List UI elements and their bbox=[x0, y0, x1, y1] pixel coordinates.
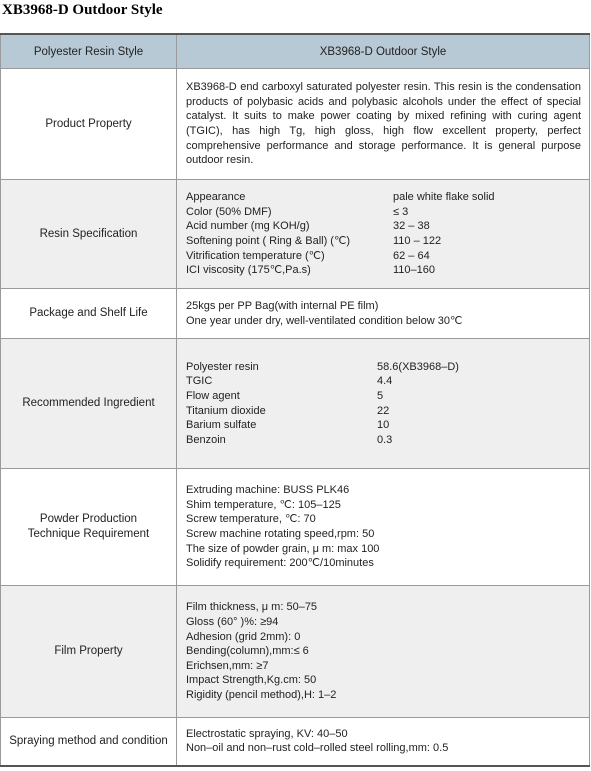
spec-row: Vitrification temperature (℃) 62 – 64 bbox=[186, 249, 430, 262]
product-property-text: XB3968-D end carboxyl saturated polyester resin. This resin is the condensation products of polybasic acids and polybasic alcohols under the effect of special catalyst. It suits to make power coating by mixed refining with curing agent (TGIC), has high Tg, high gloss, high flow excellent property, perfect comprehensive performance and storage performance. It is general purpose outdoor resin. bbox=[177, 69, 590, 180]
powder-production-values: Extruding machine: BUSS PLK46 Shim temperature, ℃: 105–125 Screw temperature, ℃: 70 Screw machine rotating speed,rpm: 50 The size of powder grain, μ m: max 100 Solidify requirement: 200℃/10minutes bbox=[177, 469, 590, 586]
spec-row: Acid number (mg KOH/g) 32 – 38 bbox=[186, 220, 430, 233]
row-resin-specification bbox=[1, 180, 590, 289]
spraying-label: Spraying method and condition bbox=[1, 718, 177, 766]
spec-row: Color (50% DMF) ≤ 3 bbox=[186, 205, 409, 218]
recommended-ingredient-label: Recommended Ingredient bbox=[1, 339, 177, 469]
recommended-ingredient-values bbox=[177, 339, 590, 469]
resin-specification-label: Resin Specification bbox=[1, 180, 177, 289]
spec-row: ICI viscosity (175℃,Pa.s) 110–160 bbox=[186, 264, 436, 277]
film-property-values: Film thickness, μ m: 50–75 Gloss (60° )%: ≥94 Adhesion (grid 2mm): 0 Bending(column),mm:≤ 6 Erichsen,mm: ≥7 Impact Strength,Kg.cm: 50 Rigidity (pencil method),H: 1–2 bbox=[177, 586, 590, 718]
row-recommended-ingredient bbox=[1, 339, 590, 469]
package-label: Package and Shelf Life bbox=[1, 289, 177, 339]
ingredient-row: TGIC 4.4 bbox=[186, 375, 393, 388]
spec-row: Softening point ( Ring & Ball) (℃) 110 – 122 bbox=[186, 235, 442, 247]
ingredient-row: Titanium dioxide 22 bbox=[186, 404, 390, 417]
ingredient-row: Barium sulfate 10 bbox=[186, 419, 390, 432]
film-property-label: Film Property bbox=[1, 586, 177, 718]
table-header-row bbox=[1, 34, 590, 69]
header-left: Polyester Resin Style bbox=[1, 34, 177, 69]
document-title: XB3968-D Outdoor Style bbox=[2, 2, 163, 18]
header-right: XB3968-D Outdoor Style bbox=[177, 34, 590, 69]
row-film-property bbox=[1, 586, 590, 718]
row-package bbox=[1, 289, 590, 339]
ingredient-row: Polyester resin 58.6(XB3968–D) bbox=[186, 360, 459, 373]
package-values: 25kgs per PP Bag(with internal PE film) One year under dry, well-ventilated condition below 30℃ bbox=[177, 289, 590, 339]
spraying-values: Electrostatic spraying, KV: 40–50 Non–oil and non–rust cold–rolled steel rolling,mm: 0.5 bbox=[177, 718, 590, 766]
product-property-label: Product Property bbox=[1, 69, 177, 180]
ingredient-row: Benzoin 0.3 bbox=[186, 433, 393, 446]
spec-table bbox=[0, 33, 590, 767]
powder-production-label: Powder Production Technique Requirement bbox=[1, 469, 177, 586]
ingredient-row: Flow agent 5 bbox=[186, 389, 384, 402]
row-spraying bbox=[1, 718, 590, 766]
row-powder-production bbox=[1, 469, 590, 586]
row-product-property bbox=[1, 69, 590, 180]
resin-specification-values bbox=[177, 180, 590, 289]
spec-row: Appearance pale white flake solid bbox=[186, 191, 495, 204]
